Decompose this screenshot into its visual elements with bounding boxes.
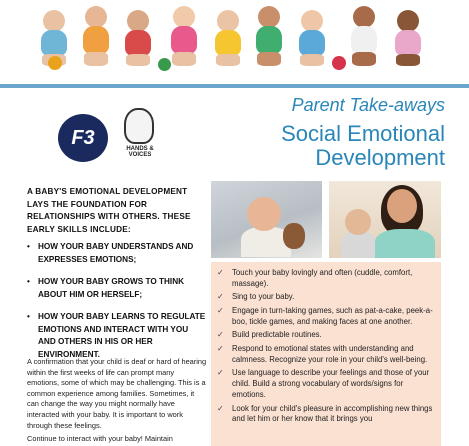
baby-figure [80,2,110,76]
check-icon: ✓ [217,305,224,315]
intro-heading: A BABY'S EMOTIONAL DEVELOPMENT LAYS THE FOUNDATION FOR RELATIONSHIPS WITH OTHERS. THESE EARLY SKILLS INCLUDE: [27,187,191,234]
takeaway-item: ✓ Look for your child's pleasure in accomplishing new things and let him or her know that it brings you [217,403,433,424]
f3-logo: F3 [58,114,108,162]
baby-figure [212,4,242,76]
skills-list [27,241,207,371]
takeaways-list [217,268,437,428]
baby-figure [122,4,152,76]
title-line-2: Development [315,145,445,170]
skill-item: • HOW YOUR BABY UNDERSTANDS AND EXPRESSES EMOTIONS; [27,241,207,266]
hands-and-voices-logo [120,108,160,164]
babies-banner-image [0,0,469,84]
check-icon: ✓ [217,368,224,378]
body-paragraph: A confirmation that your child is deaf or hard of hearing within the first weeks of life can prompt many emotions, some of which may be challenging. This is a common experience among families. Sometimes, it can change the way you might normally have interacted with your baby. It is important to work through these feelings. [27,357,207,430]
body-paragraph-continued: Continue to interact with your baby! Maintain [27,434,173,443]
skill-item: • HOW YOUR BABY LEARNS TO REGULATE EMOTIONS AND INTERACT WITH YOU AND OTHERS IN HIS OR HER ENVIRONMENT. [27,311,207,361]
baby-figure [296,4,326,76]
check-icon: ✓ [217,403,224,413]
ball-shape [332,56,346,70]
check-icon: ✓ [217,268,224,277]
check-icon: ✓ [217,292,224,302]
takeaway-item: ✓ Use language to describe your feelings and those of your child. Build a strong vocabulary of words/signs for emotions. [217,368,430,399]
hand-icon [124,108,154,144]
mother-and-baby-photo [329,181,441,258]
takeaway-item: ✓ Build predictable routines. [217,330,322,340]
title-line-1: Social Emotional [281,121,445,146]
header-divider [0,84,469,88]
takeaway-item: ✓ Sing to your baby. [217,292,295,302]
baby-with-teddy-photo [211,181,322,258]
hands-and-voices-text: HANDS & VOICES [126,146,154,158]
check-icon: ✓ [217,343,224,353]
baby-figure [392,4,422,76]
baby-figure [253,2,283,76]
subtitle-parent-takeaways: Parent Take-aways [291,95,445,115]
takeaway-item: ✓ Touch your baby lovingly and often (cuddle, comfort, massage). [217,268,413,288]
baby-figure [348,2,378,76]
skill-item: • HOW YOUR BABY GROWS TO THINK ABOUT HIM OR HERSELF; [27,276,207,301]
baby-figure [168,2,198,76]
takeaway-item: ✓ Engage in turn-taking games, such as pat-a-cake, peek-a-boo, tickle games, and making faces at one another. [217,305,433,326]
takeaway-item: ✓ Respond to emotional states with understanding and calmness. Recognize your role in your child's well-being. [217,343,428,364]
ball-shape [48,56,62,70]
check-icon: ✓ [217,330,224,340]
